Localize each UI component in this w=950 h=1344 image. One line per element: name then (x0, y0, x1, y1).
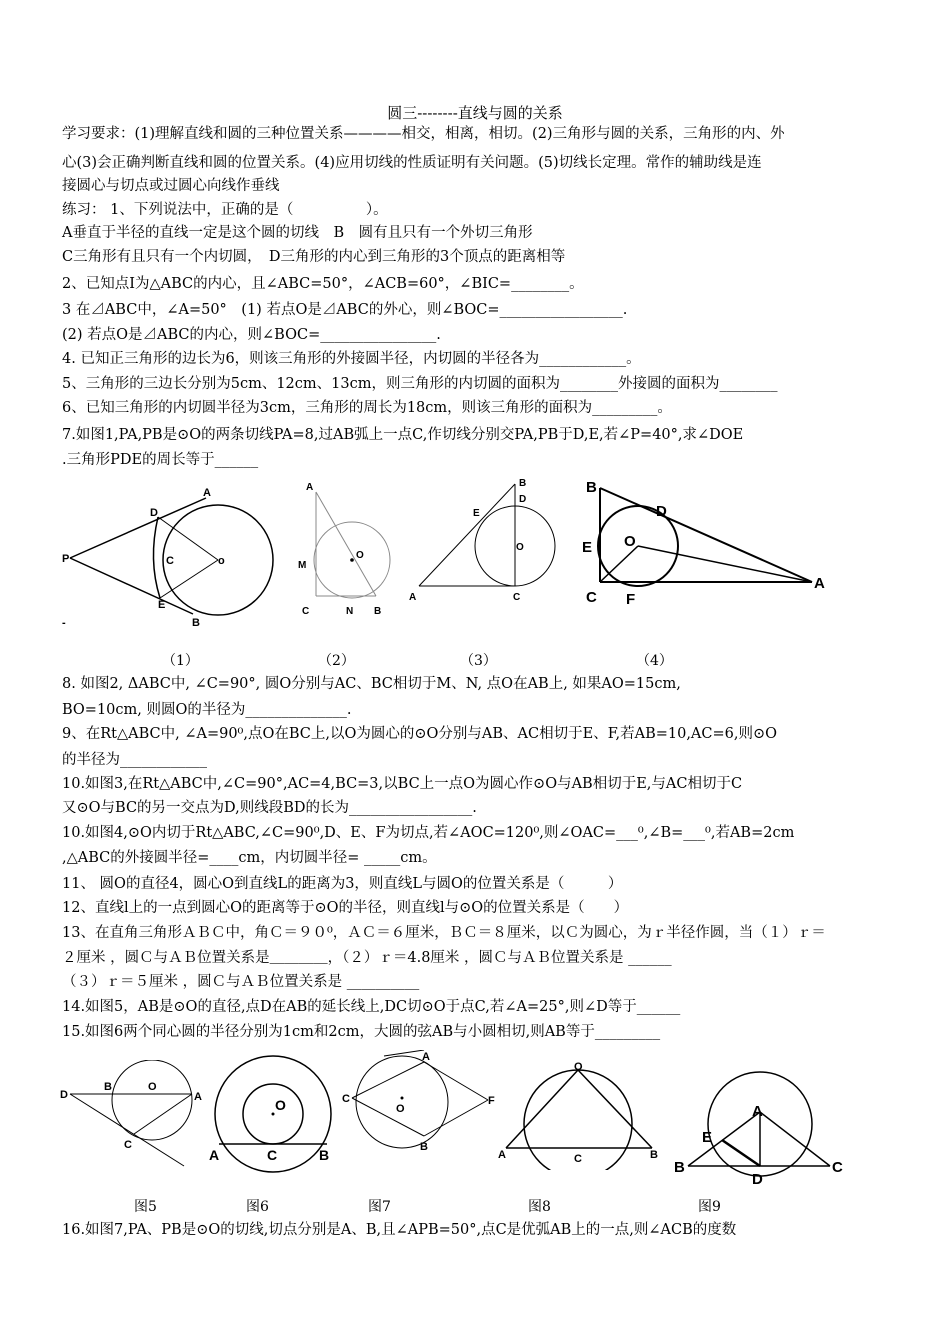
label-D: D (656, 503, 667, 520)
label-O: o (218, 555, 225, 567)
text-line: （３）ｒ＝５厘米 ，圆Ｃ与ＡＢ位置关系是 __________ (62, 974, 420, 990)
label-A: A (409, 592, 417, 603)
label-D: D (519, 494, 527, 505)
text-line: ,△ABC的外接圆半径=____cm，内切圆半径= _____cm。 (62, 850, 437, 866)
text-line: 又⊙O与BC的另一交点为D,则线段BD的长为_________________. (62, 800, 477, 816)
text-line: 心(3)会正确判断直线和圆的位置关系。(4)应用切线的性质证明有关问题。(5)切线长定理。常作的辅助线是连 (62, 155, 762, 171)
text-line: 11、 圆O的直径4，圆心O到直线L的距离为3，则直线L与圆O的位置关系是（ ） (62, 876, 623, 892)
label-O: O (396, 1103, 405, 1115)
caption-fig6: 图6 (246, 1199, 269, 1215)
label-B: B (519, 478, 527, 489)
label-E: E (473, 508, 480, 519)
text-line: 的半径为____________ (62, 752, 207, 768)
label-C: C (586, 589, 597, 606)
text-line: 10.如图3,在Rt△ABC中,∠C=90°,AC=4,BC=3,以BC上一点O为圆心作⊙O与AB相切于E,与AC相切于C (62, 776, 743, 792)
label-A: A (194, 1091, 202, 1103)
label-C: C (513, 592, 521, 603)
label-A: A (814, 575, 825, 592)
caption-4: （4） (636, 653, 673, 669)
text-line: 14.如图5，AB是⊙O的直径,点D在AB的延长线上,DC切⊙O于点C,若∠A=25°,则∠D等于______ (62, 999, 681, 1015)
caption-1: （1） (162, 653, 199, 669)
text-line: 3 在⊿ABC中，∠A=50° (1) 若点O是⊿ABC的外心，则∠BOC=_________________. (62, 302, 628, 318)
text-line: 15.如图6两个同心圆的半径分别为1cm和2cm，大圆的弦AB与小圆相切,则AB等于_________ (62, 1024, 661, 1040)
label-M: M (298, 560, 307, 571)
label-E: E (158, 599, 166, 611)
label-F: F (488, 1095, 495, 1107)
text-line: 6、已知三角形的内切圆半径为3cm，三角形的周长为18cm，则该三角形的面积为_________。 (62, 400, 672, 416)
text-line: 练习： 1、下列说法中，正确的是（ ）。 (62, 202, 388, 218)
caption-2: （2） (318, 653, 355, 669)
text-line: 10.如图4,⊙O内切于Rt△ABC,∠C=90⁰,D、E、F为切点,若∠AOC=120⁰,则∠OAC=___⁰,∠B=___⁰,若AB=2cm (62, 825, 795, 841)
label-C: C (342, 1093, 350, 1105)
text-line: 接圆心与切点或过圆心向线作垂线 (62, 178, 280, 194)
label-C: C (574, 1153, 582, 1165)
label-B: B (674, 1159, 685, 1176)
label-C: C (302, 606, 310, 617)
label-D: D (60, 1089, 68, 1101)
page-title: 圆三--------直线与圆的关系 (387, 104, 563, 122)
label-C: C (124, 1139, 132, 1151)
label-A: A (209, 1147, 220, 1163)
label-C: C (832, 1159, 843, 1176)
label-B: B (192, 617, 200, 629)
label-P: P (62, 553, 70, 565)
figure-7 (340, 1050, 500, 1160)
label-dash: - (62, 617, 66, 629)
text-line: 2、已知点I为△ABC的内心，且∠ABC=50°，∠ACB=60°，∠BIC=________。 (62, 276, 584, 292)
figure-3 (405, 474, 565, 614)
figure-4 (580, 474, 830, 614)
caption-fig8: 图8 (528, 1199, 551, 1215)
caption-3: （3） (460, 653, 497, 669)
figure-2 (292, 478, 402, 623)
figure-6 (205, 1050, 345, 1180)
text-line: 8. 如图2, ΔABC中, ∠C=90°, 圆O分别与AC、BC相切于M、N, 点O在AB上, 如果AO=15cm, (62, 676, 681, 692)
text-line: 12、直线l上的一点到圆心O的距离等于⊙O的半径，则直线l与⊙O的位置关系是（ ） (62, 900, 629, 916)
figure-9 (672, 1062, 852, 1192)
text-line: 学习要求：(1)理解直线和圆的三种位置关系————相交，相离，相切。(2)三角形与圆的关系，三角形的内、外 (62, 126, 785, 142)
label-A: A (498, 1149, 506, 1161)
label-O: O (624, 533, 636, 550)
text-line: .三角形PDE的周长等于______ (62, 452, 259, 468)
caption-fig7: 图7 (368, 1199, 391, 1215)
text-line: 7.如图1,PA,PB是⊙O的两条切线PA=8,过AB弧上一点C,作切线分别交PA,PB于D,E,若∠P=40°,求∠DOE (62, 427, 744, 443)
label-C: C (166, 555, 174, 567)
text-line: BO=10cm, 则圆O的半径为______________. (62, 702, 352, 718)
label-A: A (422, 1051, 430, 1063)
label-A: A (203, 487, 211, 499)
label-A: A (306, 482, 314, 493)
label-B: B (586, 479, 597, 496)
caption-fig5: 图5 (134, 1199, 157, 1215)
label-C: C (267, 1147, 278, 1163)
label-O: O (574, 1061, 583, 1073)
text-line: 16.如图7,PA、PB是⊙O的切线,切点分别是A、B,且∠APB=50°,点C是优弧AB上的一点,则∠ACB的度数 (62, 1222, 737, 1238)
text-line: C三角形有且只有一个内切圆， D三角形的内心到三角形的3个顶点的距离相等 (62, 249, 566, 265)
figure-1 (58, 484, 278, 634)
text-line: 4. 已知正三角形的边长为6，则该三角形的外接圆半径，内切圆的半径各为____________。 (62, 351, 641, 367)
label-D: D (150, 507, 158, 519)
label-B: B (650, 1149, 658, 1161)
text-line: ２厘米 ，圆Ｃ与ＡＢ位置关系是＿＿＿＿，（２）ｒ＝4.8厘米 ，圆Ｃ与ＡＢ位置关系是 ______ (62, 950, 672, 966)
label-O: O (516, 542, 524, 553)
text-line: (2) 若点O是⊿ABC的内心，则∠BOC=________________. (62, 327, 441, 343)
label-B: B (420, 1141, 428, 1153)
label-O: O (356, 550, 364, 561)
label-F: F (626, 591, 636, 608)
text-line: 9、在Rt△ABC中, ∠A=90⁰,点O在BC上,以O为圆心的⊙O分别与AB、AC相切于E、F,若AB=10,AC=6,则⊙O (62, 726, 778, 742)
label-E: E (582, 539, 593, 556)
label-O: O (148, 1081, 157, 1093)
figure-5 (58, 1060, 208, 1170)
label-D: D (752, 1171, 763, 1188)
label-B: B (374, 606, 382, 617)
label-A: A (752, 1103, 763, 1120)
label-O: O (275, 1097, 286, 1113)
text-line: A垂直于半径的直线一定是这个圆的切线 B 圆有且只有一个外切三角形 (62, 225, 533, 241)
label-N: N (346, 606, 354, 617)
label-E: E (702, 1129, 713, 1146)
text-line: 13、在直角三角形ＡＢＣ中，角Ｃ＝９０⁰，ＡＣ＝６厘米，ＢＣ＝８厘米，以Ｃ为圆心，为ｒ半径作圆，当（１）ｒ＝ (62, 925, 826, 941)
label-B: B (104, 1081, 112, 1093)
label-B: B (319, 1147, 330, 1163)
caption-fig9: 图9 (698, 1199, 721, 1215)
figure-8 (492, 1060, 667, 1170)
text-line: 5、三角形的三边长分别为5cm、12cm、13cm，则三角形的内切圆的面积为________外接圆的面积为________ (62, 376, 778, 392)
